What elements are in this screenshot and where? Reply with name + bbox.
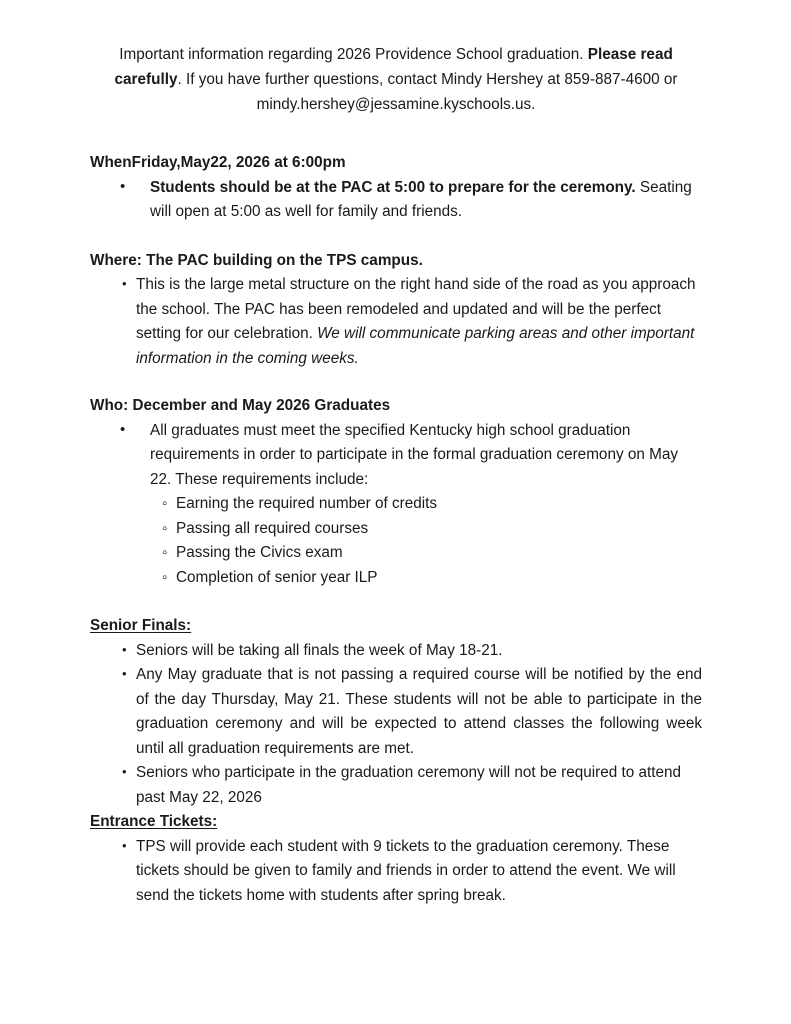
who-bullet-list — [90, 419, 702, 493]
spacer — [90, 225, 702, 249]
when-heading: WhenFriday,May22, 2026 at 6:00pm — [90, 154, 346, 171]
who-subitem-text: Completion of senior year ILP — [176, 568, 378, 586]
list-item — [90, 835, 702, 909]
list-item — [90, 639, 702, 664]
who-heading: Who: December and May 2026 Graduates — [90, 397, 391, 414]
when-item-rest: Seating will open at 5:00 as well for family and friends. — [150, 178, 692, 220]
where-item-italic: We will communicate parking areas and other important information in the coming weeks. — [136, 325, 695, 367]
section-entrance-tickets — [90, 810, 702, 835]
who-sub-bullet-list — [90, 492, 702, 590]
section-senior-finals — [90, 614, 702, 639]
entrance-tickets-heading: Entrance Tickets: — [90, 813, 218, 830]
section-who — [90, 394, 702, 419]
document-content — [90, 42, 702, 908]
who-subitem-text: Passing the Civics exam — [176, 544, 343, 561]
when-bullet-list — [90, 176, 702, 225]
section-where — [90, 249, 702, 274]
intro-bold-emphasis: Please read carefully — [114, 46, 673, 88]
list-item — [90, 663, 702, 761]
senior-finals-bullet-list — [90, 639, 702, 811]
list-item — [90, 541, 702, 566]
list-item — [90, 492, 702, 517]
intro-text-part1: Important information regarding 2026 Providence School graduation. — [119, 46, 588, 63]
intro-paragraph — [90, 42, 702, 117]
senior-finals-item-text: Seniors will be taking all finals the week of May 18-21. — [136, 641, 503, 659]
list-item — [90, 566, 702, 591]
spacer — [90, 371, 702, 394]
who-item-text: All graduates must meet the specified Kentucky high school graduation requirements in order to participate in the formal graduation ceremony on May 22. These requirements include: — [150, 421, 679, 488]
section-when — [90, 151, 702, 176]
entrance-tickets-bullet-list — [90, 835, 702, 909]
senior-finals-item-text: Any May graduate that is not passing a required course will be notified by the end of the day Thursday, May 21. These students will not be able to participate in the graduation ceremony and will be expected to attend classes the following week until all graduation requirements are met. — [136, 666, 702, 757]
where-bullet-list — [90, 273, 702, 371]
list-item — [90, 273, 702, 371]
intro-text-part2: . If you have further questions, contact Mindy Hershey at 859-887-4600 or mindy.hershey@jessamine.kyschools.us. — [177, 71, 678, 113]
senior-finals-heading: Senior Finals: — [90, 617, 192, 634]
list-item — [90, 419, 702, 493]
where-item-text: This is the large metal structure on the right hand side of the road as you approach the school. The PAC has been remodeled and updated and will be the perfect setting for our celebration. — [136, 276, 696, 342]
list-item — [90, 517, 702, 542]
senior-finals-item-text: Seniors who participate in the graduation ceremony will not be required to attend past May 22, 2026 — [136, 764, 682, 806]
who-subitem-text: Earning the required number of credits — [176, 495, 438, 512]
list-item — [90, 761, 702, 810]
entrance-tickets-item-text: TPS will provide each student with 9 tickets to the graduation ceremony. These tickets should be given to family and friends in order to attend the event. We will send the tickets home with students after spring break. — [136, 837, 676, 904]
list-item — [90, 176, 702, 225]
where-heading: Where: The PAC building on the TPS campus. — [90, 251, 423, 269]
spacer — [90, 590, 702, 614]
when-item-bold: Students should be at the PAC at 5:00 to prepare for the ceremony. — [150, 178, 636, 196]
who-subitem-text: Passing all required courses — [176, 519, 369, 537]
